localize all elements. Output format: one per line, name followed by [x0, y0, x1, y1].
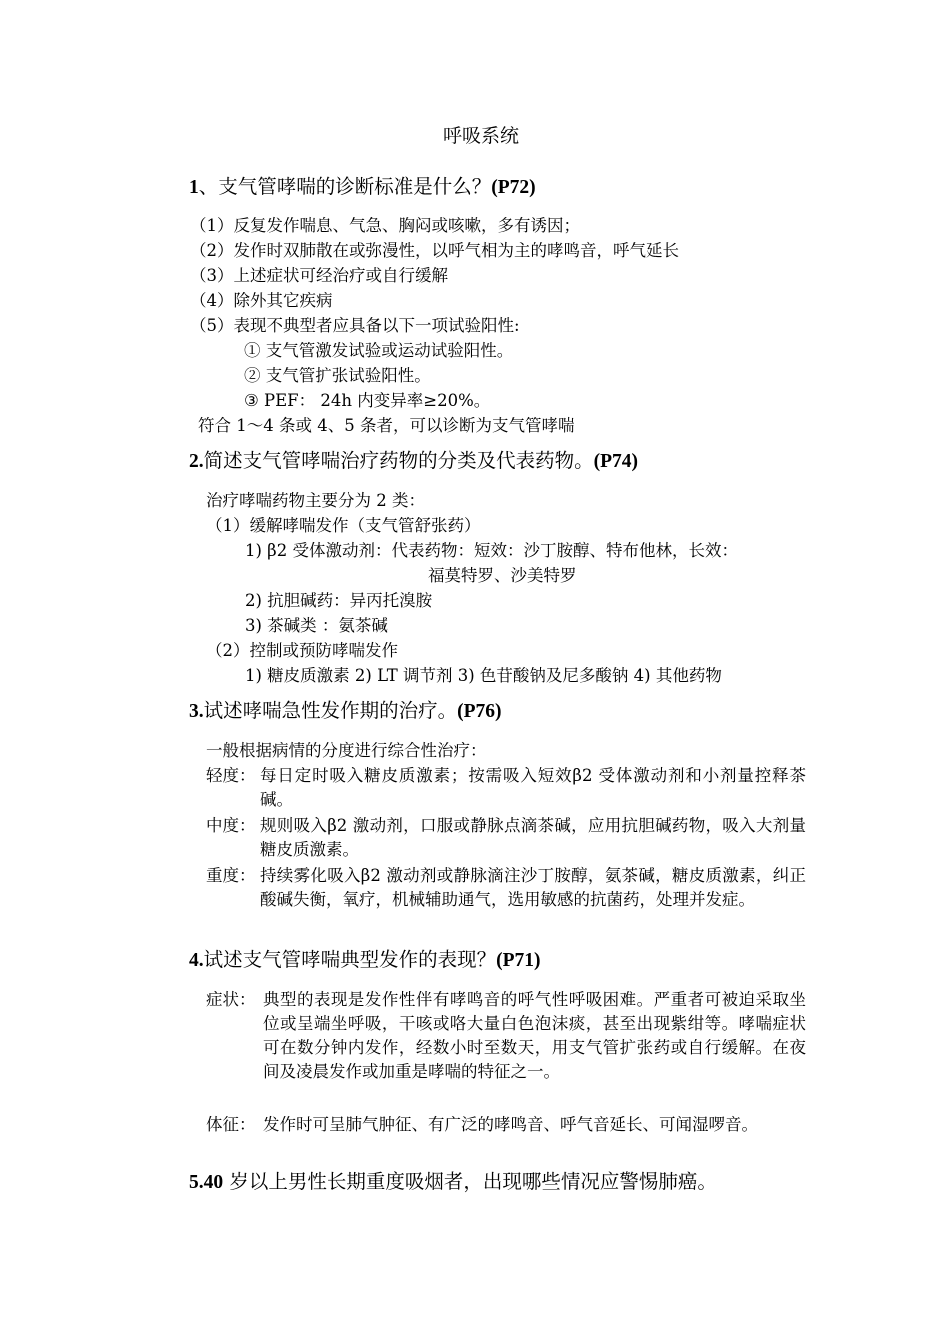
s1-item-3: （3）上述症状可经治疗或自行缓解 [190, 266, 448, 285]
s1-subitem-3: ③ PEF： 24h 内变异率≥20%。 [244, 391, 491, 410]
s2-group-1-item-3: 3) 茶碱类 ：氨茶碱 [245, 616, 388, 635]
section-5-number: 5.40 [189, 1172, 224, 1193]
section-4-number: 4. [189, 950, 204, 971]
s2-intro: 治疗哮喘药物主要分为 2 类： [206, 491, 425, 510]
s1-subitem-1: ① 支气管激发试验或运动试验阳性。 [244, 341, 514, 360]
s4-symptom-text: 典型的表现是发作性伴有哮鸣音的呼气性呼吸困难。严重者可被迫采取坐位或呈端坐呼吸，干咳或咯大量白色泡沫痰，甚至出现紫绀等。哮喘症状可在数分钟内发作，经数小时至数天，用支气管扩张药或自行缓解。在夜间及凌晨发作或加重是哮喘的特征之一。 [263, 990, 806, 1081]
page-title: 呼吸系统 [443, 125, 520, 147]
s4-symptoms [206, 988, 806, 1113]
s2-group-2: （2）控制或预防哮喘发作 [206, 641, 398, 660]
s3-moderate [206, 814, 806, 864]
section-1-page-ref: (P72) [491, 177, 536, 198]
s4-signs [206, 1113, 806, 1163]
section-3-page-ref: (P76) [457, 701, 502, 722]
section-4-heading [189, 946, 541, 975]
s3-severe-label: 重度： [206, 866, 256, 885]
section-1-title: 、支气管哮喘的诊断标准是什么？ [198, 175, 492, 198]
s4-sign-text: 发作时可呈肺气肿征、有广泛的哮鸣音、呼气音延长、可闻湿啰音。 [263, 1115, 758, 1134]
s1-item-1: （1）反复发作喘息、气急、胸闷或咳嗽，多有诱因； [190, 216, 580, 235]
section-2-number: 2. [189, 451, 204, 472]
section-3-number: 3. [189, 701, 204, 722]
section-4-title: 试述支气管哮喘典型发作的表现？ [203, 948, 497, 971]
s2-group-1-item-1-cont: 福莫特罗、沙美特罗 [428, 566, 577, 585]
s2-group-1-item-1: 1) β2 受体激动剂：代表药物：短效：沙丁胺醇、特布他林，长效： [245, 541, 738, 560]
s1-conclusion: 符合 1～4 条或 4、5 条者，可以诊断为支气管哮喘 [198, 416, 575, 435]
s1-subitem-2: ② 支气管扩张试验阳性。 [244, 366, 431, 385]
s3-intro: 一般根据病情的分度进行综合性治疗： [206, 741, 487, 760]
s3-severe [206, 864, 806, 939]
s2-group-1: （1）缓解哮喘发作（支气管舒张药） [206, 516, 481, 535]
section-5-title: 岁以上男性长期重度吸烟者，出现哪些情况应警惕肺癌。 [223, 1170, 717, 1193]
section-5-heading [189, 1168, 717, 1197]
s3-mild-label: 轻度： [206, 766, 256, 785]
s3-mild-text: 每日定时吸入糖皮质激素；按需吸入短效β2 受体激动剂和小剂量控释茶碱。 [260, 766, 806, 809]
s3-mild [206, 764, 806, 814]
s3-moderate-label: 中度： [206, 816, 256, 835]
section-2-page-ref: (P74) [593, 451, 639, 472]
section-3-title: 试述哮喘急性发作期的治疗。 [203, 699, 458, 722]
s1-item-2: （2）发作时双肺散在或弥漫性，以呼气相为主的哮鸣音，呼气延长 [190, 241, 679, 260]
s2-group-1-item-2: 2) 抗胆碱药：异丙托溴胺 [245, 591, 433, 610]
s3-severe-text: 持续雾化吸入β2 激动剂或静脉滴注沙丁胺醇，氨茶碱，糖皮质激素，纠正酸碱失衡，氧疗，机械辅助通气，选用敏感的抗菌药，处理并发症。 [260, 866, 806, 909]
section-2-heading [189, 447, 638, 476]
section-1-heading [189, 173, 536, 202]
section-2-title: 简述支气管哮喘治疗药物的分类及代表药物。 [203, 449, 594, 472]
s2-group-2-items: 1) 糖皮质激素 2) LT 调节剂 3) 色苷酸钠及尼多酸钠 4) 其他药物 [245, 666, 722, 685]
s4-symptom-label: 症状： [206, 990, 256, 1009]
s1-item-4: （4）除外其它疾病 [190, 291, 333, 310]
s3-moderate-text: 规则吸入β2 激动剂，口服或静脉点滴茶碱，应用抗胆碱药物，吸入大剂量糖皮质激素。 [260, 816, 806, 859]
section-1-number: 1 [189, 177, 199, 198]
section-4-page-ref: (P71) [496, 950, 541, 971]
s1-item-5: （5）表现不典型者应具备以下一项试验阳性: [190, 316, 520, 335]
section-3-heading [189, 697, 502, 726]
s4-sign-label: 体征： [206, 1115, 256, 1134]
